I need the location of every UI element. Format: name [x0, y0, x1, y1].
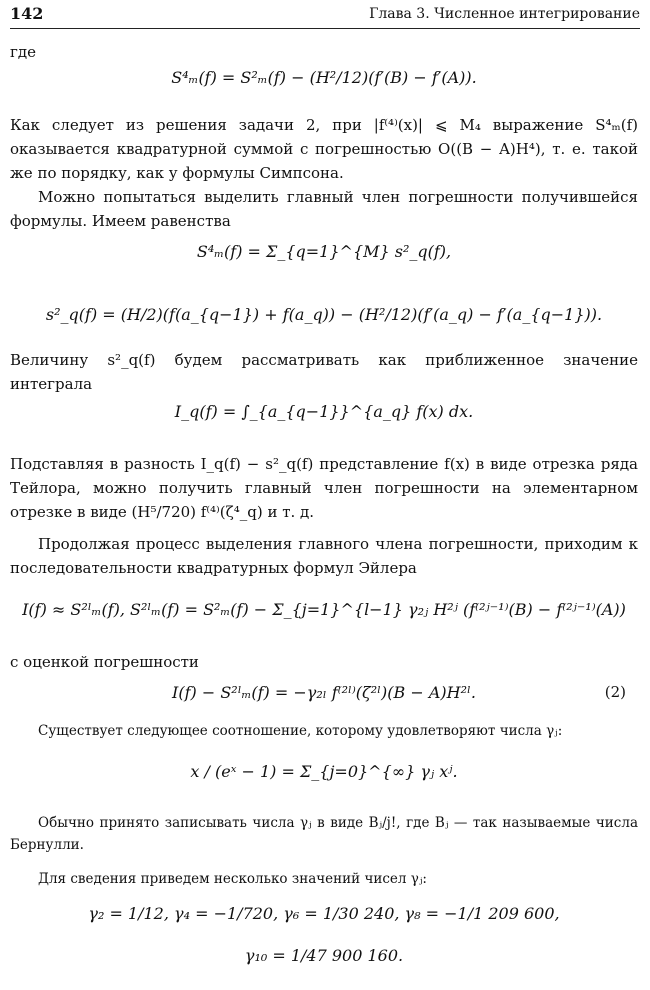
formula-s4-sum: S⁴ₘ(f) = Σ_{q=1}^{M} s²_q(f),: [196, 242, 452, 261]
paragraph-error-estimate: Как следует из решения задачи 2, при |f⁽⁴⁾(x)| ⩽ M₄ выражение S⁴ₘ(f) оказывается квадратурной суммой с погрешностью O((B − A)H⁴), т. е. такой же по порядку, как у формулы Симпсона.: [10, 116, 638, 182]
formula-error-2: [10, 683, 638, 702]
paragraph-main-term: Можно попытаться выделить главный член погрешности получившейся формулы. Имеем равенства: [10, 188, 638, 230]
formula-gamma10: γ₁₀ = 1/47 900 160.: [244, 946, 404, 965]
equation-number: (2): [604, 683, 626, 701]
formula-iq-integral: I_q(f) = ∫_{a_{q−1}}^{a_q} f(x) dx.: [174, 402, 474, 421]
formula-generating-function: x / (eˣ − 1) = Σ_{j=0}^{∞} γⱼ xʲ.: [190, 762, 458, 781]
paragraph-gde: где: [10, 43, 36, 61]
formula-error-2-body: I(f) − S²ˡₘ(f) = −γ₂ₗ f⁽²ˡ⁾(ζ²ˡ)(B − A)H²ˡ.: [172, 683, 476, 702]
paragraph-gamma-values-intro: Для сведения приведем несколько значений чисел γⱼ:: [38, 871, 427, 887]
paragraph-euler-intro: Продолжая процесс выделения главного члена погрешности, приходим к последовательности квадратурных формул Эйлера: [10, 535, 638, 577]
page-header: [10, 2, 640, 29]
page-number: 142: [10, 4, 44, 23]
paragraph-taylor: Подставляя в разность I_q(f) − s²_q(f) представление f(x) в виде отрезка ряда Тейлора, можно получить главный член погрешности на элементарном отрезке в виде (H⁵/720) f⁽⁴⁾(ζ⁴_q) и т. д.: [10, 455, 638, 521]
paragraph-error-bound: с оценкой погрешности: [10, 653, 199, 671]
paragraph-gamma-relation: Существует следующее соотношение, которому удовлетворяют числа γⱼ:: [38, 723, 563, 739]
formula-s2q: s²_q(f) = (H/2)(f(a_{q−1}) + f(a_q)) − (H²/12)(f′(a_q) − f′(a_{q−1})).: [45, 305, 603, 324]
running-title: Глава 3. Численное интегрирование: [369, 6, 640, 22]
formula-euler: I(f) ≈ S²ˡₘ(f), S²ˡₘ(f) = S²ₘ(f) − Σ_{j=1}^{l−1} γ₂ⱼ H²ʲ (f⁽²ʲ⁻¹⁾(B) − f⁽²ʲ⁻¹⁾(A)): [22, 600, 626, 619]
paragraph-bernoulli: Обычно принято записывать числа γⱼ в виде Bⱼ/j!, где Bⱼ — так называемые числа Бернулли.: [10, 815, 638, 853]
formula-s4-definition: S⁴ₘ(f) = S²ₘ(f) − (H²/12)(f′(B) − f′(A)).: [171, 68, 477, 87]
paragraph-approx-integral: Величину s²_q(f) будем рассматривать как приближенное значение интеграла: [10, 351, 638, 393]
formula-gamma-values: γ₂ = 1/12, γ₄ = −1/720, γ₆ = 1/30 240, γ₈ = −1/1 209 600,: [88, 904, 560, 923]
